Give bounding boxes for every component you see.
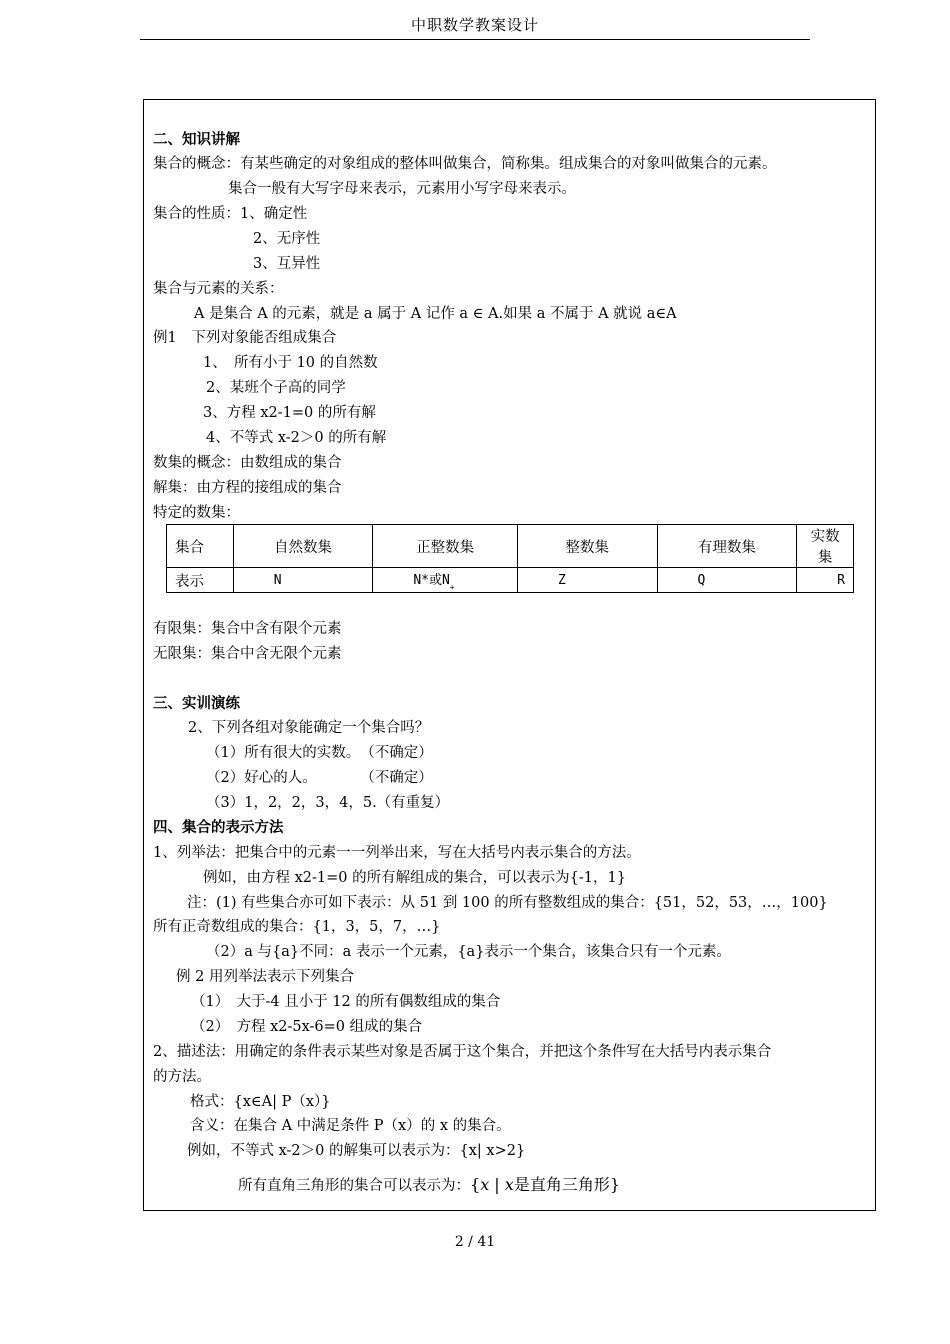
table-cell: 实数集 xyxy=(797,525,854,568)
text-line: 2、某班个子高的同学 xyxy=(206,380,346,396)
table-cell xyxy=(373,568,518,593)
text-line: 3、方程 x2-1=0 的所有解 xyxy=(203,405,376,421)
text-line: 格式：{x∈A| P（x）} xyxy=(190,1094,331,1110)
table-cell: Q xyxy=(657,568,797,593)
text-line: 注：(1) 有些集合亦可如下表示：从 51 到 100 的所有整数组成的集合：{51，52，53，…，100} xyxy=(187,895,828,911)
text-line: 例1 下列对象能否组成集合 xyxy=(153,330,337,346)
line-text: 所有直角三角形的集合可以表示为： xyxy=(238,1178,470,1194)
text-line: 2、无序性 xyxy=(253,231,321,247)
text-line: 例如，不等式 x-2＞0 的解集可以表示为：{x| x>2} xyxy=(187,1143,526,1159)
right-triangle-set-line xyxy=(238,1176,620,1195)
bar: | xyxy=(489,1175,505,1194)
text-line: 集合的概念：有某些确定的对象组成的整体叫做集合，简称集。组成集合的对象叫做集合的元素。 xyxy=(153,156,777,172)
text-line: 有限集：集合中含有限个元素 xyxy=(153,621,342,637)
math-var: x xyxy=(504,1175,514,1194)
text-line: 集合一般有大写字母来表示，元素用小写字母来表示。 xyxy=(228,181,576,197)
text-line: 1、列举法：把集合中的元素一一列举出来，写在大括号内表示集合的方法。 xyxy=(153,845,641,861)
text-line: 集合与元素的关系： xyxy=(153,281,284,297)
table-cell-text: N*或N xyxy=(413,572,450,588)
text-line: 含义：在集合 A 中满足条件 P（x）的 x 的集合。 xyxy=(190,1118,511,1134)
table-cell: 表示 xyxy=(167,568,234,593)
text-line: 3、互异性 xyxy=(253,256,321,272)
brace: { xyxy=(470,1175,481,1194)
section-heading: 二、知识讲解 xyxy=(153,131,240,148)
table-header-row xyxy=(167,525,854,568)
section-heading: 四、集合的表示方法 xyxy=(153,819,284,836)
subscript-plus: + xyxy=(449,582,455,592)
text-line: （3）1，2，2，3，4，5.（有重复） xyxy=(206,795,450,811)
text-line: 的方法。 xyxy=(153,1069,211,1085)
table-row xyxy=(167,568,854,593)
text-line: （2）好心的人。 （不确定） xyxy=(206,770,433,786)
number-sets-table xyxy=(166,524,854,593)
table-cell: 正整数集 xyxy=(373,525,518,568)
text-line: （1） 大于-4 且小于 12 的所有偶数组成的集合 xyxy=(191,994,501,1010)
condition-text: 是直角三角形 xyxy=(513,1175,610,1194)
text-line: 4、不等式 x-2＞0 的所有解 xyxy=(206,430,387,446)
text-line: 例如，由方程 x2-1=0 的所有解组成的集合，可以表示为{-1，1} xyxy=(203,870,626,886)
math-var: x xyxy=(480,1175,490,1194)
section-heading: 三、实训演练 xyxy=(153,695,240,712)
table-cell: 集合 xyxy=(167,525,234,568)
set-builder-notation xyxy=(470,1175,620,1194)
text-line: 所有正奇数组成的集合：{1，3，5，7，…} xyxy=(153,919,441,935)
text-line: （2）a 与{a}不同：a 表示一个元素，{a}表示一个集合，该集合只有一个元素。 xyxy=(206,944,731,960)
text-line: 数集的概念：由数组成的集合 xyxy=(153,455,342,471)
table-cell: R xyxy=(797,568,854,593)
table-cell: 自然数集 xyxy=(233,525,373,568)
page-number: 2 / 41 xyxy=(454,1234,496,1250)
text-line: 无限集：集合中含无限个元素 xyxy=(153,646,342,662)
brace: } xyxy=(609,1175,621,1194)
text-line: 特定的数集： xyxy=(153,505,240,521)
text-line: 例 2 用列举法表示下列集合 xyxy=(176,969,354,985)
text-line: 2、描述法：用确定的条件表示某些对象是否属于这个集合，并把这个条件写在大括号内表示集合 xyxy=(153,1044,772,1060)
table-cell: Z xyxy=(517,568,657,593)
table-cell: N xyxy=(233,568,373,593)
text-line: 解集：由方程的接组成的集合 xyxy=(153,480,342,496)
table-cell: 有理数集 xyxy=(657,525,797,568)
page-header: 中职数学教案设计 xyxy=(140,14,810,40)
table-cell: 整数集 xyxy=(517,525,657,568)
text-line: （2） 方程 x2-5x-6=0 组成的集合 xyxy=(191,1019,423,1035)
text-line: （1）所有很大的实数。 （不确定） xyxy=(206,745,433,761)
text-line: 集合的性质：1、确定性 xyxy=(153,206,308,222)
text-line: 2、下列各组对象能确定一个集合吗？ xyxy=(188,720,430,736)
text-line: A 是集合 A 的元素，就是 a 属于 A 记作 a ∈ A.如果 a 不属于 A 就说 a∈A xyxy=(194,306,677,322)
text-line: 1、 所有小于 10 的自然数 xyxy=(203,355,378,371)
